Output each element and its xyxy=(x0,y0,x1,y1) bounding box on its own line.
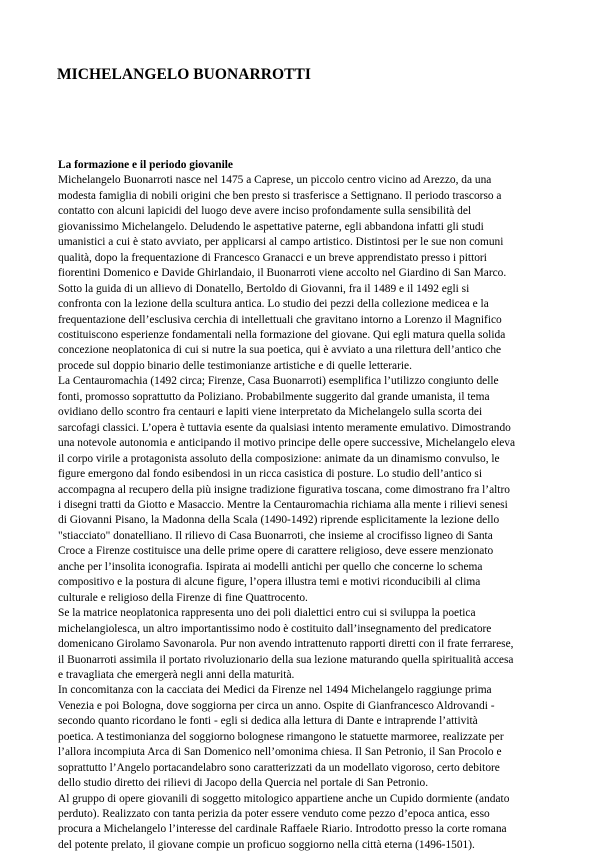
text-line: perduto). Realizzato con tanta perizia da poter essere venduto come pezzo d’epoca antica, esso xyxy=(58,808,490,821)
text-line: Croce a Firenze costituisce una delle prime opere di carattere religioso, deve essere menzionato xyxy=(58,545,494,558)
text-line: l’allora incompiuta Arca di San Domenico nell’omonima chiesa. Il San Petronio, il San Procolo e xyxy=(58,746,502,759)
text-line: del potente prelato, il giovane compie un proficuo soggiorno nella città eterna (1496-1501). xyxy=(58,838,475,851)
text-line: il Buonarroti assimila il portato rivoluzionario della sua lezione maturando quella spiritualità accesa xyxy=(58,653,514,666)
text-line: compositivo e la postura di alcune figure, l’opera illustra temi e motivi riconducibili al clima xyxy=(58,576,481,589)
text-line: soprattutto l’Angelo portacandelabro sono caratterizzati da un modellato vigoroso, certo debitore xyxy=(58,761,500,774)
text-line: In concomitanza con la cacciata dei Medici da Firenze nel 1494 Michelangelo raggiunge prima xyxy=(58,684,492,697)
text-line: di Giovanni Pisano, la Madonna della Scala (1490-1492) riprende esplicitamente la lezione dello xyxy=(58,514,500,527)
text-line: concezione neoplatonica di cui si nutre la sua poetica, qui è avviato a una rilettura dell’antico che xyxy=(58,344,502,357)
section xyxy=(58,158,548,853)
text-line: confronta con la lezione della scultura antica. Lo studio dei pezzi della collezione medicea e la xyxy=(58,298,489,311)
text-line: giovanissimo Michelangelo. Deludendo le aspettative paterne, egli abbandona infatti gli studi xyxy=(58,220,484,233)
text-line: La Centauromachia (1492 circa; Firenze, Casa Buonarroti) esemplifica l’utilizzo congiunto delle xyxy=(58,375,499,388)
text-line: una notevole autonomia e anticipando il motivo principe delle opere successive, Michelangelo eleva xyxy=(58,437,516,450)
text-line: Al gruppo di opere giovanili di soggetto mitologico appartiene anche un Cupido dormiente (andato xyxy=(58,792,510,805)
text-line: anche per l’insolita iconografia. Ispirata ai modelli antichi per quello che concerne lo schema xyxy=(58,560,483,573)
text-line: domenicano Girolamo Savonarola. Pur non avendo intrattenuto rapporti diretti con il frate ferrarese, xyxy=(58,638,514,651)
text-line: dello studio diretto dei rilievi di Jacopo della Quercia nel portale di San Petronio. xyxy=(58,777,429,790)
text-line: Se la matrice neoplatonica rappresenta uno dei poli dialettici entro cui si sviluppa la poetica xyxy=(58,607,476,620)
text-line: costituiscono esperienze fondamentali nella formazione del giovane. Qui egli matura quella solida xyxy=(58,328,506,341)
text-line: culturale e religioso della Firenze di fine Quattrocento. xyxy=(58,591,308,604)
text-line: modesta famiglia di nobili origini che ben presto si trasferisce a Settignano. Il periodo trascorso a xyxy=(58,189,502,202)
text-line: fiorentini Domenico e Davide Ghirlandaio, il Buonarroti viene accolto nel Giardino di San Marco. xyxy=(58,267,507,280)
text-line: i disegni tratti da Giotto e Masaccio. Mentre la Centauromachia richiama alla mente i rilievi senesi xyxy=(58,498,508,511)
text-line: sarcofagi classici. L’opera è tuttavia esente da qualsiasi intento meramente emulativo. Dimostrando xyxy=(58,421,511,434)
text-line: Michelangelo Buonarroti nasce nel 1475 a Caprese, un piccolo centro vicino ad Arezzo, da una xyxy=(58,174,492,187)
text-line: accompagna al recupero della più insigne tradizione figurativa toscana, come dimostrano fra l’altro xyxy=(58,483,510,496)
text-line: procura a Michelangelo l’interesse del cardinale Raffaele Riario. Introdotto presso la corte romana xyxy=(58,823,507,836)
text-line: contatto con alcuni lapicidi del luogo deve avere inciso profondamente sulla sensibilità del xyxy=(58,205,472,218)
text-line: umanistici a cui è stato avviato, per applicarsi al campo artistico. Distintosi per le sue non comuni xyxy=(58,236,504,249)
text-line: "stiacciato" donatelliano. Il rilievo di Casa Buonarroti, che insieme al crocifisso ligneo di Santa xyxy=(58,529,493,542)
section-heading: La formazione e il periodo giovanile xyxy=(58,159,233,171)
text-line: michelangiolesca, un altro importantissimo nodo è costituito dall’insegnamento del predicatore xyxy=(58,622,492,635)
text-line: Sotto la guida di un allievo di Donatello, Bertoldo di Giovanni, fra il 1489 e il 1492 egli si xyxy=(58,282,470,295)
text-line: ovidiano dello scontro fra centauri e lapiti viene interpretato da Michelangelo sulla scorta dei xyxy=(58,406,483,419)
text-line: procede sul doppio binario delle testimonianze artistiche e di quelle letterarie. xyxy=(58,359,412,372)
text-line: fonti, promosso soprattutto da Poliziano. Probabilmente suggerito dal grande umanista, il tema xyxy=(58,390,490,403)
text-line: poetica. A testimonianza del soggiorno bolognese rimangono le statuette marmoree, realizzate per xyxy=(58,730,504,743)
text-line: figure emergono dal fondo esibendosi in un ricca casistica di posture. Lo studio dell’antico si xyxy=(58,468,482,481)
text-line: Venezia e poi Bologna, dove soggiorna per circa un anno. Ospite di Gianfrancesco Aldrovandi - xyxy=(58,699,495,712)
page-title: MICHELANGELO BUONARROTTI xyxy=(57,66,311,83)
text-line: secondo quanto ricordano le fonti - egli si dedica alla lettura di Dante e intraprende l’attività xyxy=(58,715,478,728)
text-line: frequentazione dell’esclusiva cerchia di intellettuali che gravitano intorno a Lorenzo il Magnifico xyxy=(58,313,502,326)
text-line: qualità, dopo la frequentazione di Francesco Granacci e un breve apprendistato presso i pittori xyxy=(58,251,487,264)
text-line: e travagliata che emergerà negli anni della maturità. xyxy=(58,668,295,681)
text-line: il corpo virile a protagonista assoluto della composizione: animate da un dinamismo convulso, le xyxy=(58,452,500,465)
section-body xyxy=(58,173,548,853)
